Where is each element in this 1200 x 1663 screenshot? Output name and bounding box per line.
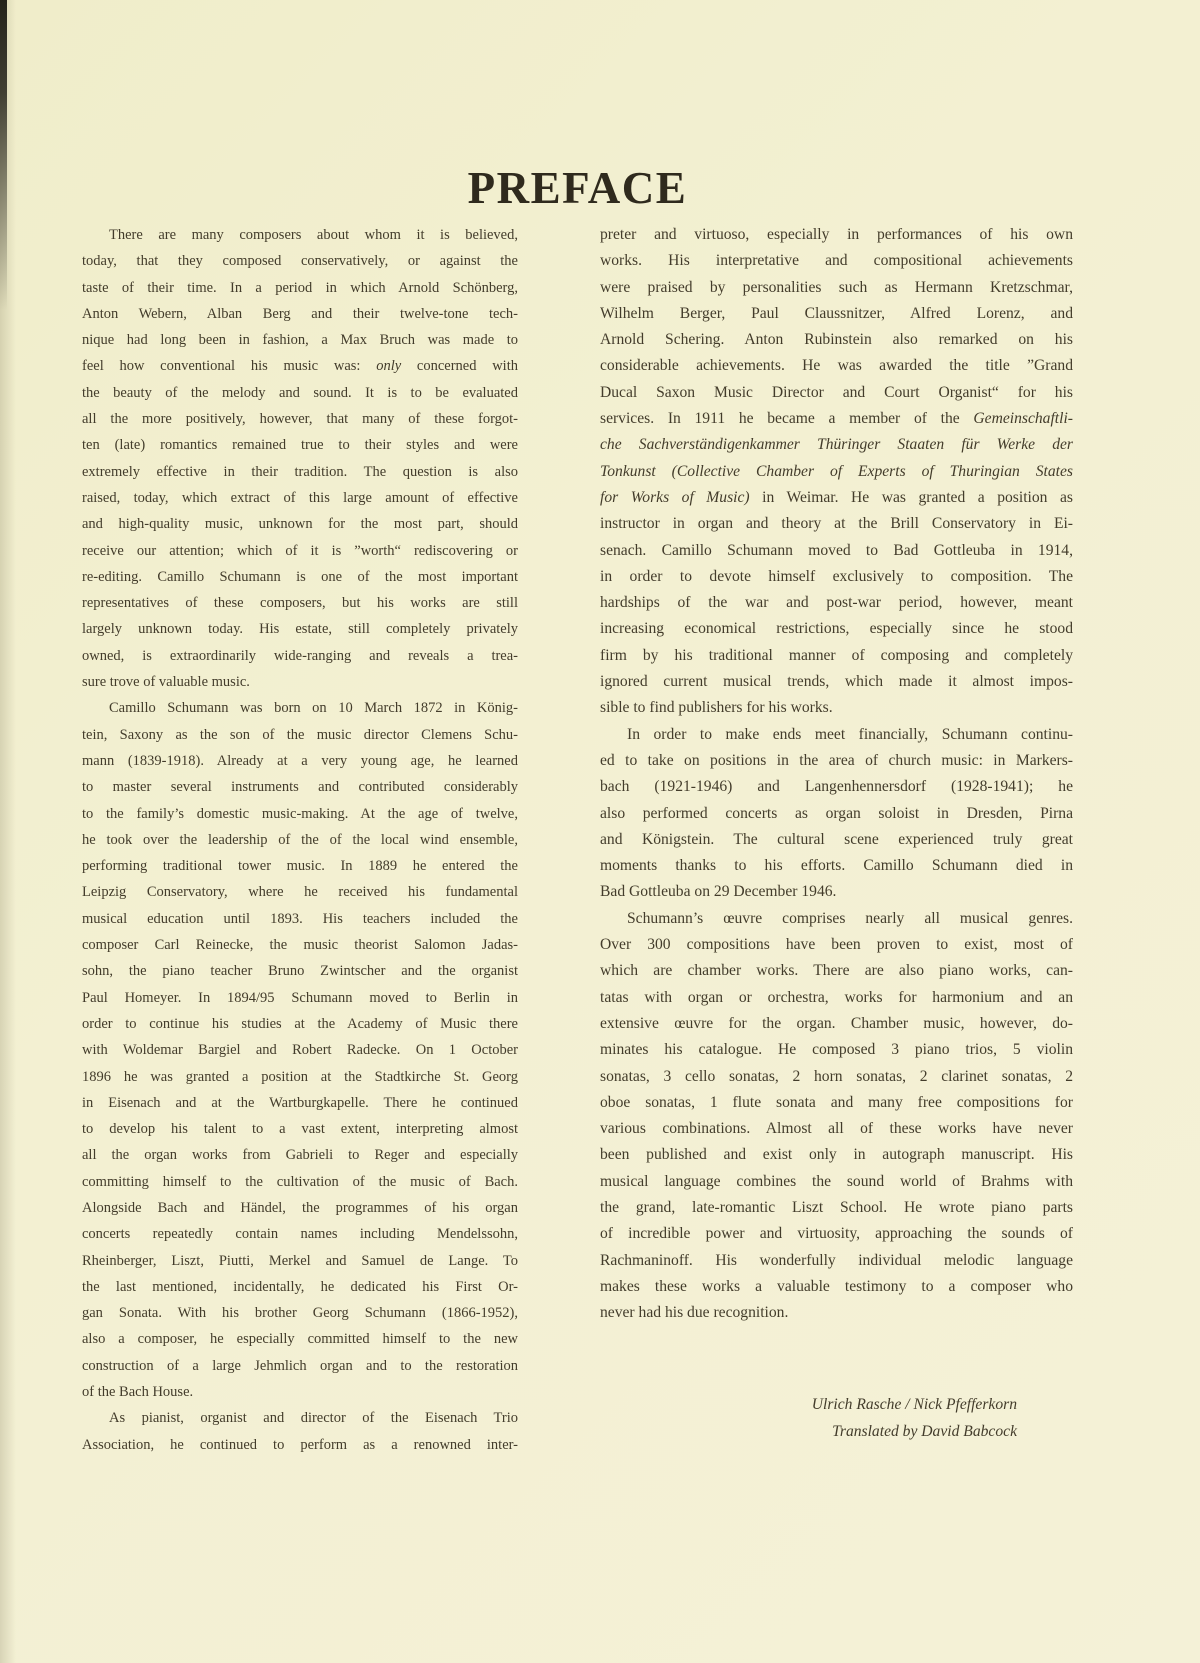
text-line: Over 300 compositions have been proven to exist, most of (600, 936, 1073, 954)
text-line: of incredible power and virtuosity, approaching the sounds of (600, 1225, 1073, 1243)
text-line: order to continue his studies at the Academy of Music there (82, 1015, 518, 1032)
text-line: feel how conventional his music was: only concerned with (82, 358, 518, 375)
text-line: services. In 1911 he became a member of the Gemeinschaftli- (600, 410, 1073, 428)
text-line: musical language combines the sound world of Brahms with (600, 1172, 1073, 1190)
text-line: firm by his traditional manner of composing and completely (600, 646, 1073, 664)
text-line: extensive œuvre for the organ. Chamber music, however, do- (600, 1014, 1073, 1032)
text-line: sonatas, 3 cello sonatas, 2 horn sonatas, 2 clarinet sonatas, 2 (600, 1067, 1073, 1085)
signature-block (600, 1392, 1073, 1445)
text-line: Paul Homeyer. In 1894/95 Schumann moved to Berlin in (82, 989, 518, 1006)
text-line: in order to devote himself exclusively to composition. The (600, 567, 1073, 585)
text-line: for Works of Music) in Weimar. He was granted a position as (600, 488, 1073, 506)
text-line: owned, is extraordinarily wide-ranging and reveals a trea- (82, 647, 518, 664)
text-line: oboe sonatas, 1 flute sonata and many free compositions for (600, 1093, 1073, 1111)
text-line: nique had long been in fashion, a Max Bruch was made to (82, 332, 518, 349)
text-line: mann (1839-1918). Already at a very young age, he learned (82, 752, 518, 769)
text-line: makes these works a valuable testimony to a composer who (600, 1277, 1073, 1295)
text-line: ed to take on positions in the area of church music: in Markers- (600, 751, 1073, 769)
text-line: the last mentioned, incidentally, he dedicated his First Or- (82, 1278, 518, 1295)
text-line: never had his due recognition. (600, 1304, 789, 1322)
text-line: ignored current musical trends, which made it almost impos- (600, 673, 1073, 691)
text-line: Camillo Schumann was born on 10 March 1872 in König- (109, 700, 518, 717)
text-line: to the family’s domestic music-making. At the age of twelve, (82, 805, 518, 822)
text-line: moments thanks to his efforts. Camillo Schumann died in (600, 857, 1073, 875)
text-line: all the organ works from Gabrieli to Reger and especially (82, 1147, 518, 1164)
text-line: Alongside Bach and Händel, the programmes of his organ (82, 1199, 518, 1216)
text-line: sohn, the piano teacher Bruno Zwintscher and the organist (82, 963, 518, 980)
text-line: Rachmaninoff. His wonderfully individual melodic language (600, 1251, 1073, 1269)
text-line: largely unknown today. His estate, still completely privately (82, 621, 518, 638)
text-line: instructor in organ and theory at the Brill Conservatory in Ei- (600, 515, 1073, 533)
text-line: he took over the leadership of the of the local wind ensemble, (82, 831, 518, 848)
italic-text: Gemeinschaftli- (973, 410, 1073, 428)
text-line: various combinations. Almost all of these works have never (600, 1120, 1073, 1138)
text-line: and high-quality music, unknown for the most part, should (82, 516, 518, 533)
text-line: 1896 he was granted a position at the Stadtkirche St. Georg (82, 1068, 518, 1085)
text-line: preter and virtuoso, especially in performances of his own (600, 226, 1073, 243)
italic-text: che Sachverständigenkammer Thüringer Staaten für Werke der (600, 436, 1073, 454)
text-line: Leipzig Conservatory, where he received his fundamental (82, 884, 518, 901)
text-line: with Woldemar Bargiel and Robert Radecke. On 1 October (82, 1042, 518, 1059)
text-line: been published and exist only in autograph manuscript. His (600, 1146, 1073, 1164)
scan-corner-dark (0, 0, 7, 310)
text-line: of the Bach House. (82, 1384, 194, 1401)
text-line: considerable achievements. He was awarded the title ”Grand (600, 357, 1073, 375)
text-line: raised, today, which extract of this large amount of effective (82, 489, 518, 506)
text-line: the beauty of the melody and sound. It is to be evaluated (82, 384, 518, 401)
text-line: taste of their time. In a period in which Arnold Schönberg, (82, 279, 518, 296)
text-line: senach. Camillo Schumann moved to Bad Gottleuba in 1914, (600, 541, 1073, 559)
text-line: the grand, late-romantic Liszt School. He wrote piano parts (600, 1198, 1073, 1216)
text-line: There are many composers about whom it is believed, (109, 227, 518, 243)
text-line: also performed concerts as organ soloist in Dresden, Pirna (600, 804, 1073, 822)
text-line: ten (late) romantics remained true to their styles and were (82, 437, 518, 454)
text-line: all the more positively, however, that many of these forgot- (82, 411, 518, 428)
text-line: also a composer, he especially committed himself to the new (82, 1331, 518, 1348)
text-line: minates his catalogue. He composed 3 piano trios, 5 violin (600, 1041, 1073, 1059)
text-line: sure trove of valuable music. (82, 674, 250, 691)
text-line: Schumann’s œuvre comprises nearly all musical genres. (627, 909, 1073, 927)
text-line: in Eisenach and at the Wartburgkapelle. There he continued (82, 1094, 518, 1111)
text-line: committing himself to the cultivation of the music of Bach. (82, 1173, 518, 1190)
text-line: which are chamber works. There are also piano works, can- (600, 962, 1073, 980)
text-line: increasing economical restrictions, especially since he stood (600, 620, 1073, 638)
right-column (600, 222, 1073, 1445)
text-line: As pianist, organist and director of the Eisenach Trio (109, 1410, 518, 1427)
text-line: concerts repeatedly contain names including Mendelssohn, (82, 1226, 518, 1243)
text-line: In order to make ends meet financially, Schumann continu- (627, 725, 1073, 743)
text-line: extremely effective in their tradition. The question is also (82, 463, 518, 480)
text-line: Rheinberger, Liszt, Piutti, Merkel and Samuel de Lange. To (82, 1252, 518, 1269)
text-line: and Königstein. The cultural scene experienced truly great (600, 830, 1073, 848)
text-line: construction of a large Jehmlich organ and to the restoration (82, 1357, 518, 1374)
signature-line: Translated by David Babcock (832, 1422, 1017, 1440)
text-line (600, 459, 1073, 485)
text-line: tatas with organ or orchestra, works for harmonium and an (600, 988, 1073, 1006)
text-line: works. His interpretative and compositional achievements (600, 252, 1073, 270)
text-line: to develop his talent to a vast extent, interpreting almost (82, 1121, 518, 1138)
text-line: re-editing. Camillo Schumann is one of the most important (82, 568, 518, 585)
italic-text: only (376, 358, 402, 375)
text-line: Ducal Saxon Music Director and Court Organist“ for his (600, 383, 1073, 401)
text-line: performing traditional tower music. In 1889 he entered the (82, 858, 518, 875)
text-line: hardships of the war and post-war period, however, meant (600, 594, 1073, 612)
text-line: receive our attention; which of it is ”worth“ rediscovering or (82, 542, 518, 559)
text-line: composer Carl Reinecke, the music theorist Salomon Jadas- (82, 937, 518, 954)
text-line: Association, he continued to perform as a renowned inter- (82, 1436, 518, 1453)
text-line: bach (1921-1946) and Langenhennersdorf (1928-1941); he (600, 778, 1073, 796)
text-line: Wilhelm Berger, Paul Claussnitzer, Alfred Lorenz, and (600, 304, 1073, 322)
text-line: gan Sonata. With his brother Georg Schumann (1866-1952), (82, 1305, 518, 1322)
italic-text: Tonkunst (Collective Chamber of Experts of Thuringian States (600, 462, 1073, 480)
text-line: Bad Gottleuba on 29 December 1946. (600, 883, 837, 901)
text-line: today, that they composed conservatively, or against the (82, 253, 518, 270)
text-line: Arnold Schering. Anton Rubinstein also remarked on his (600, 331, 1073, 349)
text-line: were praised by personalities such as Hermann Kretzschmar, (600, 278, 1073, 296)
text-line: representatives of these composers, but his works are still (82, 595, 518, 612)
text-line: musical education until 1893. His teachers included the (82, 910, 518, 927)
page-title: PREFACE (467, 163, 688, 214)
signature-line: Ulrich Rasche / Nick Pfefferkorn (811, 1396, 1017, 1414)
text-line: tein, Saxony as the son of the music director Clemens Schu- (82, 726, 518, 743)
text-line: to master several instruments and contributed considerably (82, 779, 518, 796)
text-line: sible to find publishers for his works. (600, 699, 833, 717)
text-line (600, 432, 1073, 458)
text-line: Anton Webern, Alban Berg and their twelve-tone tech- (82, 305, 518, 322)
italic-text: for Works of Music) (600, 488, 750, 506)
left-column (82, 222, 518, 1458)
